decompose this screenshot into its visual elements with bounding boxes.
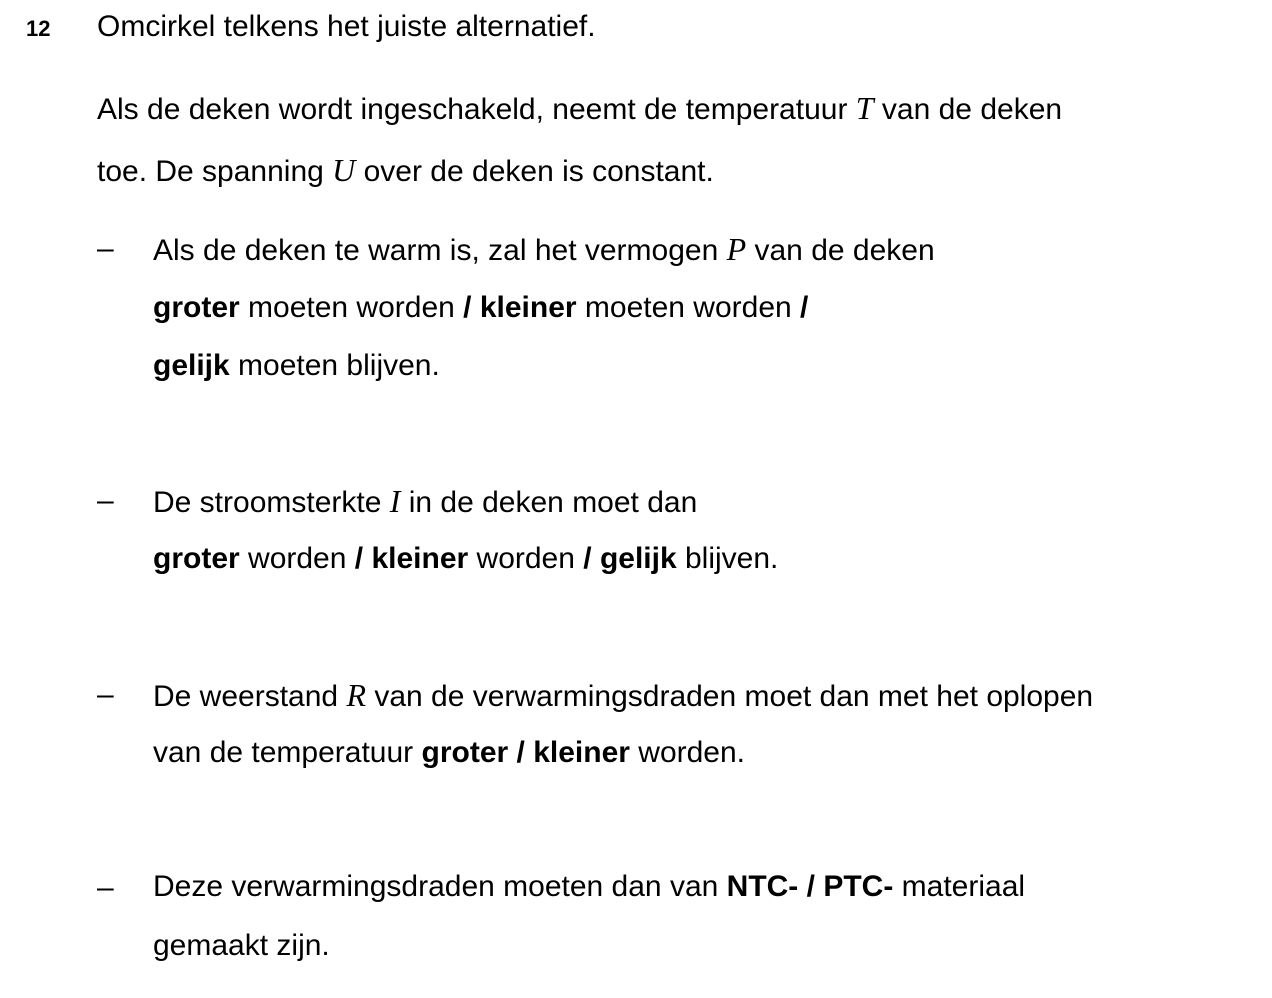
item-text: worden.: [629, 736, 746, 769]
dash-bullet: –: [97, 871, 114, 904]
intro-text: van de deken: [873, 93, 1063, 126]
variable-U: U: [332, 152, 356, 188]
option-gelijk[interactable]: gelijk: [599, 542, 677, 575]
item-text: De weerstand: [153, 680, 347, 713]
intro-line-2: [97, 154, 714, 187]
item-4-line-2: [153, 931, 330, 961]
option-gelijk[interactable]: gelijk: [153, 349, 230, 382]
intro-text: over de deken is constant.: [355, 155, 714, 188]
intro-line-1: [97, 92, 1062, 125]
separator: /: [354, 542, 364, 575]
intro-text: toe. De spanning: [97, 155, 333, 188]
separator: /: [463, 291, 472, 324]
item-text: van de verwarmingsdraden moet dan met het oplopen: [365, 680, 1094, 713]
question-number: 12: [26, 16, 51, 41]
item-text: materiaal: [893, 870, 1026, 903]
item-text: moeten blijven.: [229, 349, 440, 382]
variable-T: T: [855, 90, 874, 126]
item-4-line-1: [153, 872, 1025, 902]
option-ptc[interactable]: PTC-: [823, 870, 894, 903]
option-ntc[interactable]: NTC-: [726, 870, 799, 903]
option-groter[interactable]: groter: [421, 736, 509, 769]
separator: /: [583, 542, 592, 575]
option-kleiner[interactable]: kleiner: [533, 736, 630, 769]
option-kleiner[interactable]: kleiner: [371, 542, 469, 575]
item-text: blijven.: [676, 542, 779, 575]
item-text: Als de deken te warm is, zal het vermogen: [153, 234, 727, 267]
item-2-line-2: [153, 544, 778, 574]
variable-P: P: [726, 231, 747, 267]
dash-bullet: –: [97, 232, 114, 265]
intro-text: Als de deken wordt ingeschakeld, neemt de temperatuur: [97, 93, 856, 126]
item-text: worden: [468, 542, 584, 575]
dash-bullet: –: [97, 678, 114, 711]
item-2-line-1: [153, 485, 697, 518]
item-3-line-1: [153, 679, 1093, 712]
item-text: in de deken moet dan: [400, 486, 698, 519]
separator: /: [508, 736, 534, 769]
item-text: moeten worden: [239, 291, 464, 324]
variable-I: I: [389, 483, 401, 519]
item-text: van de deken: [746, 234, 935, 267]
item-1-line-3: [153, 351, 440, 381]
instruction: Omcirkel telkens het juiste alternatief.: [97, 10, 596, 43]
option-groter[interactable]: groter: [153, 291, 240, 324]
item-text: van de temperatuur: [153, 736, 422, 769]
variable-R: R: [346, 677, 366, 713]
item-3-line-2: [153, 738, 745, 768]
item-1-line-1: [153, 233, 935, 266]
item-text: moeten worden: [576, 291, 801, 324]
item-text: worden: [239, 542, 355, 575]
item-text: Deze verwarmingsdraden moeten dan van: [153, 870, 727, 903]
item-text: De stroomsterkte: [153, 486, 390, 519]
dash-bullet: –: [97, 484, 114, 517]
separator: /: [800, 291, 809, 324]
item-text: gemaakt zijn.: [153, 929, 330, 962]
option-groter[interactable]: groter: [153, 542, 240, 575]
separator: /: [798, 870, 824, 903]
item-1-line-2: [153, 293, 808, 323]
option-kleiner[interactable]: kleiner: [479, 291, 577, 324]
